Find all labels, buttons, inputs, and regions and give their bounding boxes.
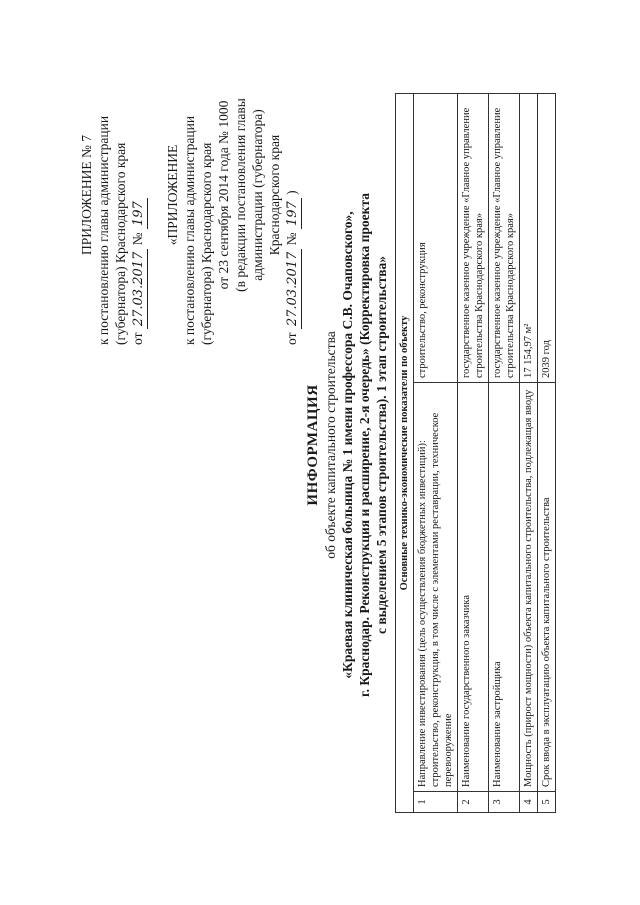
row-value: государственное казенное учреждение «Главное управление строительства Краснодарского края» xyxy=(458,94,489,383)
document-heading xyxy=(305,125,390,765)
prior-appendix-num-handwritten: 197 xyxy=(284,198,302,229)
row-number: 1 xyxy=(414,792,458,813)
appendix-date-line xyxy=(129,45,148,345)
prior-appendix-title: «ПРИЛОЖЕНИЕ xyxy=(165,144,180,246)
row-label: Срок ввода в эксплуатацию объекта капитального строительства xyxy=(538,383,556,792)
table-header-row xyxy=(396,94,414,813)
appendix-line-2: (губернатора) Краснодарского края xyxy=(113,142,128,345)
row-label: Мощность (прирост мощности) объекта капитального строительства, подлежащая вводу xyxy=(520,383,538,792)
appendix-date-prefix: от xyxy=(130,332,145,345)
heading-line-4: г. Краснодар. Реконструкция и расширение, 2-я очередь» (Корректировка проекта xyxy=(357,193,372,697)
prior-appendix-line-2: (губернатора) Краснодарского края xyxy=(199,142,214,345)
row-label: Наименование застройщика xyxy=(489,383,520,792)
prior-appendix-line-6: Краснодарского края xyxy=(267,134,282,256)
prior-appendix-line-3: от 23 сентября 2014 года № 1000 xyxy=(216,100,231,290)
table-row xyxy=(489,94,520,813)
prior-appendix-date-prefix: от xyxy=(284,332,299,345)
prior-appendix-line-1: к постановлению главы администрации xyxy=(182,115,197,345)
heading-line-3: «Краевая клиническая больница № 1 имени профессора С.В. Очаповского», xyxy=(340,211,355,679)
row-number: 5 xyxy=(538,792,556,813)
prior-appendix-line-5: администрации (губернатора) xyxy=(250,109,265,281)
row-value: 17 154,97 м² xyxy=(520,94,538,383)
row-number: 2 xyxy=(458,792,489,813)
row-label: Наименование государственного заказчика xyxy=(458,383,489,792)
table-row xyxy=(538,94,556,813)
heading-main: ИНФОРМАЦИЯ xyxy=(305,384,321,506)
appendix-num-prefix: № xyxy=(130,232,145,246)
table-row xyxy=(520,94,538,813)
row-label: Направление инвестирования (цель осуществления бюджетных инвестиций): строительство, реконструкция, в том числе с элементами реставрации, техническое перевооружение xyxy=(414,383,458,792)
heading-line-5: с выделением 5 этапов строительства). 1 этап строительства» xyxy=(374,256,389,635)
table-header: Основные технико-экономические показатели по объекту xyxy=(396,94,414,813)
appendix-line-1: к постановлению главы администрации xyxy=(96,115,111,345)
appendix-title: ПРИЛОЖЕНИЕ № 7 xyxy=(79,134,94,256)
prior-appendix-close: ) xyxy=(284,190,299,195)
indicators-table xyxy=(395,93,556,813)
row-number: 4 xyxy=(520,792,538,813)
appendix-date-handwritten: 27.03.2017 xyxy=(130,249,148,329)
row-value: строительство, реконструкция xyxy=(414,94,458,383)
prior-appendix-line-4: (в редакции постановления главы xyxy=(233,98,248,292)
heading-sub: об объекте капитального строительства xyxy=(323,331,338,559)
appendix-block xyxy=(78,45,302,345)
row-number: 3 xyxy=(489,792,520,813)
prior-appendix-date-line xyxy=(283,45,302,345)
appendix-num-handwritten: 197 xyxy=(130,198,148,229)
table-row xyxy=(458,94,489,813)
table-row xyxy=(414,94,458,813)
prior-appendix-num-prefix: № xyxy=(284,232,299,246)
prior-appendix-date-handwritten: 27.03.2017 xyxy=(284,249,302,329)
row-value: 2039 год xyxy=(538,94,556,383)
row-value: государственное казенное учреждение «Главное управление строительства Краснодарского края» xyxy=(489,94,520,383)
